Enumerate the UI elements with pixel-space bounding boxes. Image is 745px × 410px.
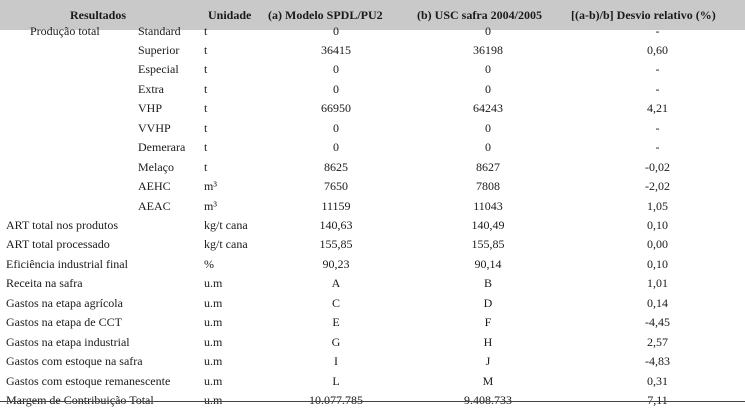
cell-unidade: u.m bbox=[204, 315, 223, 330]
header-resultados: Resultados bbox=[70, 8, 127, 22]
cell-subitem: VHP bbox=[138, 101, 163, 116]
cell-unidade: u.m bbox=[204, 354, 223, 369]
cell-unidade: t bbox=[204, 140, 208, 155]
cell-usc: J bbox=[485, 354, 491, 369]
cell-desvio: - bbox=[655, 62, 660, 77]
cell-unidade: kg/t cana bbox=[204, 218, 248, 232]
table-row bbox=[0, 235, 745, 254]
cell-desvio: 4,21 bbox=[647, 101, 668, 116]
cell-subitem: Melaço bbox=[138, 159, 174, 174]
table-row bbox=[0, 41, 745, 60]
cell-usc: D bbox=[483, 295, 493, 310]
cell-usc: 0 bbox=[485, 120, 491, 135]
cell-unidade: t bbox=[204, 23, 208, 38]
cell-unidade: t bbox=[204, 62, 208, 77]
cell-unidade: t bbox=[204, 120, 208, 135]
cell-usc: 140,49 bbox=[471, 218, 505, 232]
table-row bbox=[0, 352, 745, 371]
cell-usc: 11043 bbox=[473, 198, 503, 213]
table-row bbox=[0, 60, 745, 79]
table-row bbox=[0, 119, 745, 138]
cell-desvio: 2,57 bbox=[647, 334, 668, 349]
table-row bbox=[0, 255, 745, 274]
cell-resultado: Gastos com estoque remanescente bbox=[6, 373, 171, 388]
table-row bbox=[0, 80, 745, 99]
cell-unidade: u.m bbox=[204, 373, 223, 388]
cell-unidade: % bbox=[204, 256, 214, 271]
cell-modelo: 0 bbox=[333, 120, 339, 135]
cell-unidade: m³ bbox=[204, 198, 217, 213]
cell-desvio: - bbox=[655, 120, 660, 135]
cell-usc: 36198 bbox=[473, 42, 503, 57]
cell-desvio: 0,10 bbox=[647, 218, 668, 232]
cell-desvio: - bbox=[655, 81, 660, 96]
cell-usc: M bbox=[482, 373, 494, 388]
cell-usc: 0 bbox=[485, 81, 491, 96]
cell-usc: 0 bbox=[485, 62, 491, 77]
cell-modelo: 0 bbox=[333, 23, 339, 38]
cell-unidade: t bbox=[204, 101, 208, 116]
cell-subitem: VVHP bbox=[138, 120, 171, 135]
cell-modelo: E bbox=[332, 315, 340, 330]
cell-resultado: Produção total bbox=[30, 23, 100, 38]
cell-modelo: 0 bbox=[333, 62, 339, 77]
cell-subitem: AEAC bbox=[138, 198, 171, 213]
cell-usc: 155,85 bbox=[471, 237, 505, 252]
cell-usc: 8627 bbox=[476, 159, 500, 174]
cell-modelo: I bbox=[334, 354, 338, 369]
cell-desvio: 1,01 bbox=[647, 276, 668, 291]
cell-usc: 0 bbox=[485, 23, 491, 38]
cell-modelo: 0 bbox=[333, 140, 339, 155]
header-modelo: (a) Modelo SPDL/PU2 bbox=[268, 8, 383, 22]
table-row bbox=[0, 138, 745, 157]
cell-usc: 0 bbox=[485, 140, 491, 155]
cell-usc: H bbox=[483, 334, 493, 349]
cell-desvio: 0,31 bbox=[647, 373, 668, 388]
cell-resultado: Gastos na etapa industrial bbox=[6, 334, 130, 349]
cell-desvio: -0,02 bbox=[645, 159, 670, 174]
cell-usc: B bbox=[483, 276, 492, 291]
cell-resultado: Eficiência industrial final bbox=[6, 256, 128, 271]
cell-desvio: - bbox=[655, 23, 660, 38]
cell-unidade: t bbox=[204, 81, 208, 96]
cell-desvio: 0,14 bbox=[647, 295, 668, 310]
cell-subitem: Especial bbox=[138, 62, 179, 77]
table-row bbox=[0, 333, 745, 352]
cell-subitem: Superior bbox=[138, 42, 180, 57]
cell-desvio: -4,45 bbox=[645, 315, 670, 330]
cell-modelo: 7650 bbox=[324, 179, 348, 194]
cell-subitem: Demerara bbox=[138, 140, 186, 155]
table-row bbox=[0, 99, 745, 118]
table-row bbox=[0, 197, 745, 216]
cell-modelo: A bbox=[331, 276, 341, 291]
cell-usc: 64243 bbox=[473, 101, 503, 116]
cell-unidade: kg/t cana bbox=[204, 237, 248, 252]
header-unidade: Unidade bbox=[208, 8, 252, 22]
cell-unidade: t bbox=[204, 159, 208, 174]
cell-unidade: m³ bbox=[204, 179, 217, 194]
cell-modelo: 140,63 bbox=[319, 218, 353, 232]
cell-modelo: 11159 bbox=[321, 198, 351, 213]
header-desvio: [(a-b)/b] Desvio relativo (%) bbox=[571, 8, 716, 22]
cell-desvio: 0,10 bbox=[647, 256, 668, 271]
table-row bbox=[0, 294, 745, 313]
cell-unidade: t bbox=[204, 42, 208, 57]
cell-desvio: -4,83 bbox=[645, 354, 670, 369]
cell-subitem: Standard bbox=[138, 23, 181, 38]
cell-resultado: Gastos com estoque na safra bbox=[6, 354, 143, 369]
table-row bbox=[0, 216, 745, 235]
cell-modelo: C bbox=[331, 295, 340, 310]
cell-subitem: Extra bbox=[138, 81, 164, 96]
cell-desvio: 0,00 bbox=[647, 237, 668, 252]
cell-modelo: G bbox=[331, 334, 341, 349]
cell-modelo: 0 bbox=[333, 81, 339, 96]
cell-usc: F bbox=[484, 315, 492, 330]
cell-desvio: 1,05 bbox=[647, 198, 668, 213]
cell-resultado: ART total nos produtos bbox=[6, 218, 119, 232]
cell-resultado: ART total processado bbox=[6, 237, 110, 252]
cell-modelo: 155,85 bbox=[319, 237, 353, 252]
cell-subitem: AEHC bbox=[138, 179, 171, 194]
table-row bbox=[0, 372, 745, 391]
cell-modelo: 36415 bbox=[321, 42, 351, 57]
cell-modelo: 8625 bbox=[324, 159, 348, 174]
table-row bbox=[0, 158, 745, 177]
cell-modelo: 90,23 bbox=[322, 256, 350, 271]
cell-desvio: - bbox=[655, 140, 660, 155]
table-bottom-rule bbox=[0, 401, 745, 402]
table-row bbox=[0, 22, 745, 41]
cell-desvio: 0,60 bbox=[647, 42, 668, 57]
cell-modelo: L bbox=[332, 373, 340, 388]
cell-resultado: Gastos na etapa agrícola bbox=[6, 295, 123, 310]
header-usc: (b) USC safra 2004/2005 bbox=[417, 8, 542, 22]
table-row bbox=[0, 274, 745, 293]
cell-unidade: u.m bbox=[204, 276, 223, 291]
cell-resultado: Receita na safra bbox=[6, 276, 83, 291]
cell-desvio: -2,02 bbox=[645, 179, 670, 194]
cell-unidade: u.m bbox=[204, 295, 223, 310]
cell-resultado: Gastos na etapa de CCT bbox=[6, 315, 122, 330]
table-row bbox=[0, 177, 745, 196]
cell-unidade: u.m bbox=[204, 334, 223, 349]
cell-usc: 7808 bbox=[476, 179, 500, 194]
cell-usc: 90,14 bbox=[474, 256, 502, 271]
table-row bbox=[0, 313, 745, 332]
cell-modelo: 66950 bbox=[321, 101, 351, 116]
